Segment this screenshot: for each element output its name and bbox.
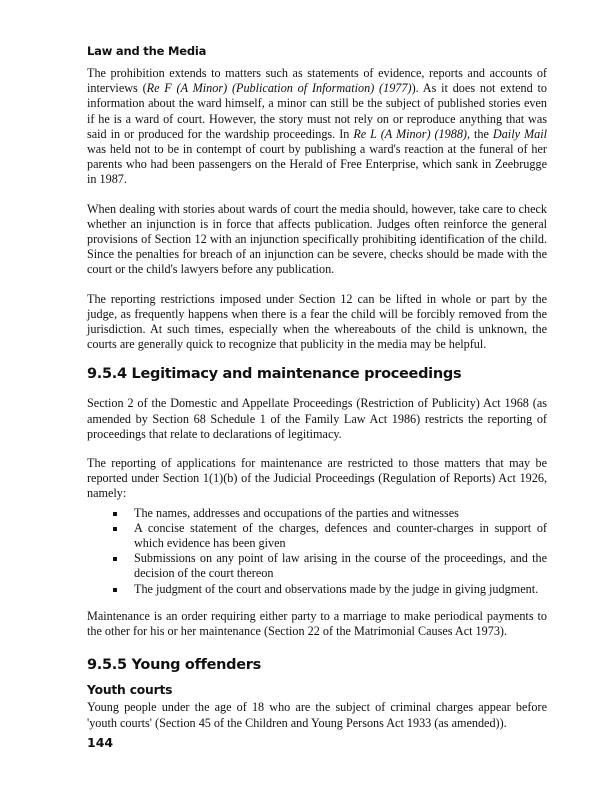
text-span: , the [467,126,493,141]
paragraph-maintenance-reporting: The reporting of applications for maintenance are restricted to those matters that may be reported under Section 1(1)(b) of the Judicial Proceedings (Regulation of Reports) Act 1926, namely: [87,456,547,501]
paragraph-maintenance-definition: Maintenance is an order requiring either party to a marriage to make periodical payments to the other for his or her maintenance (Section 22 of the Matrimonial Causes Act 1973). [87,608,547,639]
list-item-text: The judgment of the court and observations made by the judge in giving judgment. [134,581,539,596]
list-item [87,521,547,551]
case-citation: Re F (A Minor) (Publication of Information) (1977) [146,81,412,96]
bullet-square-icon [113,588,117,592]
paragraph-legitimacy: Section 2 of the Domestic and Appellate Proceedings (Restriction of Publicity) Act 1968 (as amended by Section 68 Schedule 1 of the Family Law Act 1986) restricts the reporting of proceedings that relate to declarations of legitimacy. [87,396,547,441]
list-item-text: A concise statement of the charges, defences and counter-charges in support of which evidence has been given [134,520,547,551]
bullet-square-icon [113,557,117,561]
section-heading-9-5-5: 9.5.5 Young offenders [87,657,261,674]
text-span: The prohibition extends to matters such as statements of evidence, reports and accounts of interviews ( [87,66,547,96]
paragraph-youth-courts: Young people under the age of 18 who are the subject of criminal charges appear before 'youth courts' (Section 45 of the Children and Young Persons Act 1933 (as amended)). [87,700,547,730]
running-head: Law and the Media [87,44,207,58]
list-item-text: The names, addresses and occupations of the parties and witnesses [134,505,459,520]
page-content [87,44,547,750]
bullet-list [87,506,547,597]
paragraph-wardship-prohibition [87,66,547,188]
list-item [87,506,547,521]
section-heading-9-5-4: 9.5.4 Legitimacy and maintenance proceedings [87,366,462,383]
text-span: was held not to be in contempt of court by publishing a ward's reaction at the funeral of her parents who had been passengers on the Herald of Free Enterprise, which sank in Zeebrugge in 1987. [87,142,547,187]
paragraph-injunction: When dealing with stories about wards of court the media should, however, take care to check whether an injunction is in force that affects publication. Judges often reinforce the general provisions of Section 12 with an injunction specifically prohibiting identification of the child. Since the penalties for breach of an injunction can be severe, checks should be made with the court or the child's lawyers before any publication. [87,201,547,277]
page-number: 144 [87,734,114,750]
list-item [87,551,547,581]
bullet-square-icon [113,512,117,516]
bullet-square-icon [113,527,117,531]
case-citation: Re L (A Minor) (1988) [353,126,467,141]
subheading-youth-courts: Youth courts [87,683,173,698]
list-item [87,582,547,597]
text-span: ). As it does not extend to information about the ward himself, a minor can still be the subject of published stories even if he is a ward of court. However, the story must not rely on or reproduce anything that was said in or produced for the wardship proceedings. In [87,81,548,141]
paragraph-restrictions-lifted: The reporting restrictions imposed under Section 12 can be lifted in whole or part by the judge, as frequently happens when there is a fear the child will be forcibly removed from the jurisdiction. At such times, especially when the whereabouts of the child is unknown, the courts are generally quick to recognize that publicity in the media may be helpful. [87,291,547,352]
list-item-text: Submissions on any point of law arising in the course of the proceedings, and the decision of the court thereon [134,551,547,581]
publication-name: Daily Mail [492,126,547,141]
